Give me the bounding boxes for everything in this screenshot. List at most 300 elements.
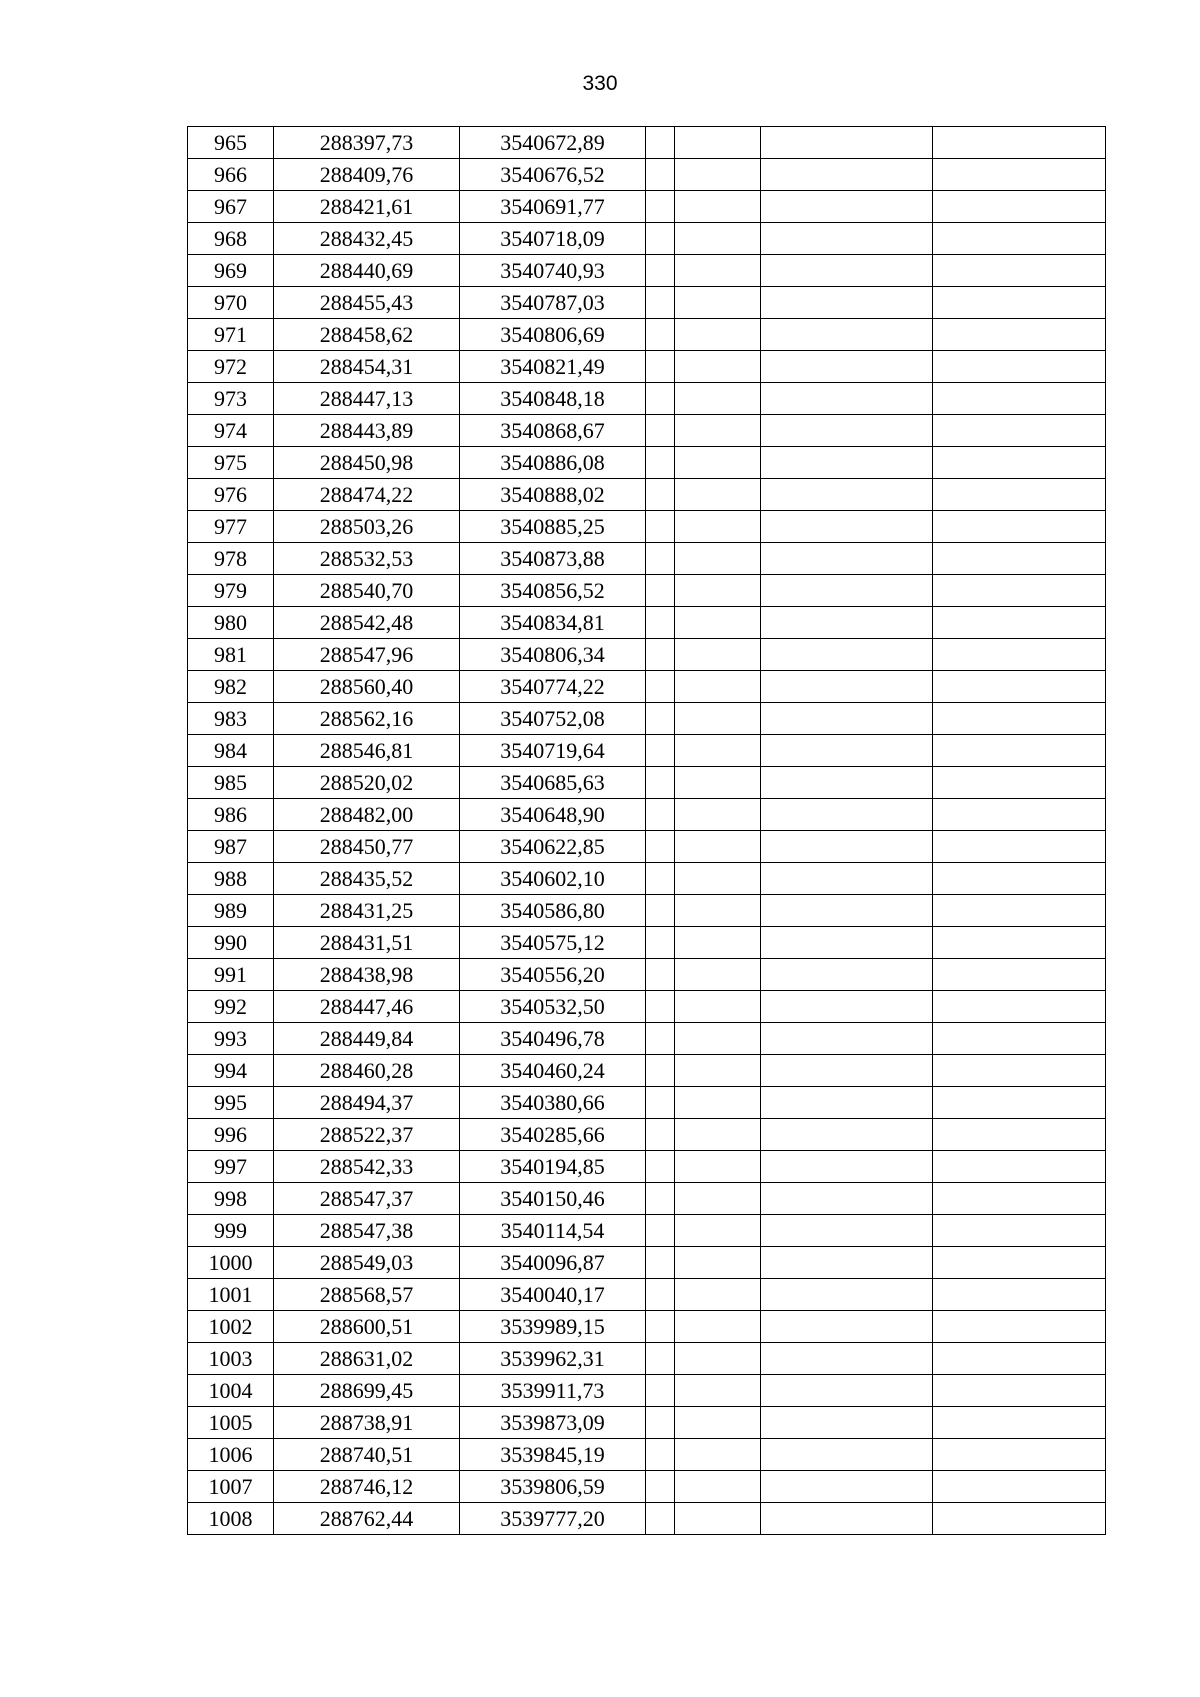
x-coordinate-cell: 288454,31 xyxy=(274,351,460,383)
y-coordinate-cell: 3539806,59 xyxy=(460,1471,646,1503)
point-number-cell: 979 xyxy=(188,575,274,607)
empty-cell xyxy=(646,927,675,959)
empty-cell xyxy=(761,319,933,351)
point-number-cell: 969 xyxy=(188,255,274,287)
empty-cell xyxy=(933,511,1106,543)
empty-cell xyxy=(933,1311,1106,1343)
empty-cell xyxy=(675,1119,761,1151)
point-number-cell: 992 xyxy=(188,991,274,1023)
table-row xyxy=(188,223,1106,255)
y-coordinate-cell: 3540556,20 xyxy=(460,959,646,991)
x-coordinate-cell: 288547,37 xyxy=(274,1183,460,1215)
empty-cell xyxy=(646,447,675,479)
point-number-cell: 967 xyxy=(188,191,274,223)
table-row xyxy=(188,1215,1106,1247)
empty-cell xyxy=(646,1055,675,1087)
table-row xyxy=(188,1151,1106,1183)
y-coordinate-cell: 3540856,52 xyxy=(460,575,646,607)
y-coordinate-cell: 3540150,46 xyxy=(460,1183,646,1215)
empty-cell xyxy=(933,639,1106,671)
y-coordinate-cell: 3539777,20 xyxy=(460,1503,646,1535)
empty-cell xyxy=(646,1087,675,1119)
table-row xyxy=(188,191,1106,223)
empty-cell xyxy=(675,351,761,383)
x-coordinate-cell: 288438,98 xyxy=(274,959,460,991)
empty-cell xyxy=(646,383,675,415)
empty-cell xyxy=(675,479,761,511)
x-coordinate-cell: 288474,22 xyxy=(274,479,460,511)
y-coordinate-cell: 3540691,77 xyxy=(460,191,646,223)
x-coordinate-cell: 288562,16 xyxy=(274,703,460,735)
empty-cell xyxy=(933,1183,1106,1215)
empty-cell xyxy=(933,607,1106,639)
point-number-cell: 994 xyxy=(188,1055,274,1087)
x-coordinate-cell: 288458,62 xyxy=(274,319,460,351)
table-row xyxy=(188,991,1106,1023)
table-row xyxy=(188,639,1106,671)
empty-cell xyxy=(933,991,1106,1023)
empty-cell xyxy=(675,639,761,671)
empty-cell xyxy=(761,1183,933,1215)
empty-cell xyxy=(933,895,1106,927)
empty-cell xyxy=(646,1247,675,1279)
empty-cell xyxy=(933,1471,1106,1503)
table-row xyxy=(188,1343,1106,1375)
y-coordinate-cell: 3540787,03 xyxy=(460,287,646,319)
x-coordinate-cell: 288542,33 xyxy=(274,1151,460,1183)
y-coordinate-cell: 3539873,09 xyxy=(460,1407,646,1439)
empty-cell xyxy=(646,287,675,319)
x-coordinate-cell: 288447,13 xyxy=(274,383,460,415)
table-row xyxy=(188,1311,1106,1343)
empty-cell xyxy=(675,895,761,927)
point-number-cell: 989 xyxy=(188,895,274,927)
empty-cell xyxy=(646,1407,675,1439)
x-coordinate-cell: 288762,44 xyxy=(274,1503,460,1535)
empty-cell xyxy=(675,159,761,191)
empty-cell xyxy=(646,831,675,863)
empty-cell xyxy=(761,639,933,671)
y-coordinate-cell: 3540602,10 xyxy=(460,863,646,895)
point-number-cell: 998 xyxy=(188,1183,274,1215)
empty-cell xyxy=(675,255,761,287)
empty-cell xyxy=(646,1311,675,1343)
empty-cell xyxy=(675,1407,761,1439)
empty-cell xyxy=(933,1215,1106,1247)
empty-cell xyxy=(761,607,933,639)
empty-cell xyxy=(761,671,933,703)
empty-cell xyxy=(675,703,761,735)
x-coordinate-cell: 288447,46 xyxy=(274,991,460,1023)
table-row xyxy=(188,447,1106,479)
empty-cell xyxy=(646,255,675,287)
x-coordinate-cell: 288421,61 xyxy=(274,191,460,223)
y-coordinate-cell: 3540806,69 xyxy=(460,319,646,351)
empty-cell xyxy=(761,575,933,607)
empty-cell xyxy=(675,1471,761,1503)
empty-cell xyxy=(646,1439,675,1471)
empty-cell xyxy=(933,1151,1106,1183)
empty-cell xyxy=(933,191,1106,223)
empty-cell xyxy=(933,575,1106,607)
point-number-cell: 971 xyxy=(188,319,274,351)
empty-cell xyxy=(761,927,933,959)
x-coordinate-cell: 288522,37 xyxy=(274,1119,460,1151)
point-number-cell: 984 xyxy=(188,735,274,767)
point-number-cell: 981 xyxy=(188,639,274,671)
x-coordinate-cell: 288600,51 xyxy=(274,1311,460,1343)
empty-cell xyxy=(761,1151,933,1183)
x-coordinate-cell: 288443,89 xyxy=(274,415,460,447)
empty-cell xyxy=(761,383,933,415)
empty-cell xyxy=(761,351,933,383)
empty-cell xyxy=(646,1023,675,1055)
table-row xyxy=(188,1087,1106,1119)
y-coordinate-cell: 3540718,09 xyxy=(460,223,646,255)
y-coordinate-cell: 3539962,31 xyxy=(460,1343,646,1375)
table-row xyxy=(188,1439,1106,1471)
empty-cell xyxy=(933,127,1106,159)
point-number-cell: 993 xyxy=(188,1023,274,1055)
empty-cell xyxy=(933,543,1106,575)
empty-cell xyxy=(646,991,675,1023)
empty-cell xyxy=(675,511,761,543)
empty-cell xyxy=(646,1375,675,1407)
x-coordinate-cell: 288435,52 xyxy=(274,863,460,895)
empty-cell xyxy=(675,1247,761,1279)
point-number-cell: 988 xyxy=(188,863,274,895)
empty-cell xyxy=(675,863,761,895)
x-coordinate-cell: 288547,96 xyxy=(274,639,460,671)
empty-cell xyxy=(675,831,761,863)
x-coordinate-cell: 288503,26 xyxy=(274,511,460,543)
y-coordinate-cell: 3540806,34 xyxy=(460,639,646,671)
empty-cell xyxy=(761,415,933,447)
table-row xyxy=(188,351,1106,383)
point-number-cell: 997 xyxy=(188,1151,274,1183)
x-coordinate-cell: 288449,84 xyxy=(274,1023,460,1055)
coordinates-table xyxy=(187,126,1106,1535)
y-coordinate-cell: 3540096,87 xyxy=(460,1247,646,1279)
y-coordinate-cell: 3540868,67 xyxy=(460,415,646,447)
empty-cell xyxy=(675,191,761,223)
point-number-cell: 972 xyxy=(188,351,274,383)
table-row xyxy=(188,127,1106,159)
x-coordinate-cell: 288397,73 xyxy=(274,127,460,159)
point-number-cell: 970 xyxy=(188,287,274,319)
table-row xyxy=(188,1375,1106,1407)
empty-cell xyxy=(646,639,675,671)
empty-cell xyxy=(675,287,761,319)
point-number-cell: 987 xyxy=(188,831,274,863)
empty-cell xyxy=(933,223,1106,255)
empty-cell xyxy=(761,1215,933,1247)
empty-cell xyxy=(646,575,675,607)
y-coordinate-cell: 3540740,93 xyxy=(460,255,646,287)
table-row xyxy=(188,1407,1106,1439)
table-row xyxy=(188,863,1106,895)
empty-cell xyxy=(933,383,1106,415)
x-coordinate-cell: 288547,38 xyxy=(274,1215,460,1247)
table-row xyxy=(188,671,1106,703)
empty-cell xyxy=(761,1471,933,1503)
point-number-cell: 982 xyxy=(188,671,274,703)
empty-cell xyxy=(675,991,761,1023)
x-coordinate-cell: 288482,00 xyxy=(274,799,460,831)
empty-cell xyxy=(761,831,933,863)
x-coordinate-cell: 288546,81 xyxy=(274,735,460,767)
empty-cell xyxy=(675,415,761,447)
point-number-cell: 977 xyxy=(188,511,274,543)
empty-cell xyxy=(933,1023,1106,1055)
empty-cell xyxy=(933,1343,1106,1375)
empty-cell xyxy=(675,1055,761,1087)
point-number-cell: 1008 xyxy=(188,1503,274,1535)
empty-cell xyxy=(646,607,675,639)
x-coordinate-cell: 288631,02 xyxy=(274,1343,460,1375)
empty-cell xyxy=(646,1183,675,1215)
empty-cell xyxy=(933,959,1106,991)
empty-cell xyxy=(933,447,1106,479)
empty-cell xyxy=(675,319,761,351)
empty-cell xyxy=(646,479,675,511)
empty-cell xyxy=(675,735,761,767)
point-number-cell: 995 xyxy=(188,1087,274,1119)
empty-cell xyxy=(761,1247,933,1279)
point-number-cell: 965 xyxy=(188,127,274,159)
empty-cell xyxy=(646,1503,675,1535)
point-number-cell: 1000 xyxy=(188,1247,274,1279)
point-number-cell: 968 xyxy=(188,223,274,255)
y-coordinate-cell: 3539989,15 xyxy=(460,1311,646,1343)
y-coordinate-cell: 3540885,25 xyxy=(460,511,646,543)
y-coordinate-cell: 3540622,85 xyxy=(460,831,646,863)
empty-cell xyxy=(675,927,761,959)
empty-cell xyxy=(646,703,675,735)
table-row xyxy=(188,607,1106,639)
point-number-cell: 1002 xyxy=(188,1311,274,1343)
table-row xyxy=(188,959,1106,991)
empty-cell xyxy=(675,575,761,607)
table-row xyxy=(188,831,1106,863)
table-row xyxy=(188,735,1106,767)
empty-cell xyxy=(761,479,933,511)
empty-cell xyxy=(761,735,933,767)
empty-cell xyxy=(675,799,761,831)
empty-cell xyxy=(761,447,933,479)
x-coordinate-cell: 288450,98 xyxy=(274,447,460,479)
x-coordinate-cell: 288549,03 xyxy=(274,1247,460,1279)
y-coordinate-cell: 3540532,50 xyxy=(460,991,646,1023)
empty-cell xyxy=(933,351,1106,383)
table-row xyxy=(188,767,1106,799)
y-coordinate-cell: 3540676,52 xyxy=(460,159,646,191)
x-coordinate-cell: 288450,77 xyxy=(274,831,460,863)
empty-cell xyxy=(933,319,1106,351)
y-coordinate-cell: 3540575,12 xyxy=(460,927,646,959)
x-coordinate-cell: 288699,45 xyxy=(274,1375,460,1407)
empty-cell xyxy=(761,1119,933,1151)
table-row xyxy=(188,479,1106,511)
point-number-cell: 986 xyxy=(188,799,274,831)
empty-cell xyxy=(646,671,675,703)
empty-cell xyxy=(933,1375,1106,1407)
x-coordinate-cell: 288460,28 xyxy=(274,1055,460,1087)
empty-cell xyxy=(761,511,933,543)
empty-cell xyxy=(646,735,675,767)
empty-cell xyxy=(646,351,675,383)
empty-cell xyxy=(675,1503,761,1535)
empty-cell xyxy=(646,895,675,927)
empty-cell xyxy=(675,1375,761,1407)
empty-cell xyxy=(646,159,675,191)
empty-cell xyxy=(933,767,1106,799)
empty-cell xyxy=(933,1279,1106,1311)
y-coordinate-cell: 3540719,64 xyxy=(460,735,646,767)
empty-cell xyxy=(761,895,933,927)
table-row xyxy=(188,1471,1106,1503)
table-row xyxy=(188,575,1106,607)
empty-cell xyxy=(675,1087,761,1119)
empty-cell xyxy=(646,127,675,159)
empty-cell xyxy=(675,127,761,159)
empty-cell xyxy=(761,991,933,1023)
point-number-cell: 973 xyxy=(188,383,274,415)
table-row xyxy=(188,1503,1106,1535)
y-coordinate-cell: 3540752,08 xyxy=(460,703,646,735)
empty-cell xyxy=(933,1087,1106,1119)
table-row xyxy=(188,1247,1106,1279)
y-coordinate-cell: 3539845,19 xyxy=(460,1439,646,1471)
table-row xyxy=(188,383,1106,415)
y-coordinate-cell: 3540848,18 xyxy=(460,383,646,415)
x-coordinate-cell: 288431,25 xyxy=(274,895,460,927)
empty-cell xyxy=(933,735,1106,767)
empty-cell xyxy=(761,543,933,575)
empty-cell xyxy=(675,543,761,575)
table-row xyxy=(188,255,1106,287)
x-coordinate-cell: 288431,51 xyxy=(274,927,460,959)
empty-cell xyxy=(761,767,933,799)
empty-cell xyxy=(646,1471,675,1503)
coordinates-table-body xyxy=(188,127,1106,1535)
y-coordinate-cell: 3540886,08 xyxy=(460,447,646,479)
point-number-cell: 1006 xyxy=(188,1439,274,1471)
y-coordinate-cell: 3540040,17 xyxy=(460,1279,646,1311)
y-coordinate-cell: 3539911,73 xyxy=(460,1375,646,1407)
x-coordinate-cell: 288532,53 xyxy=(274,543,460,575)
empty-cell xyxy=(933,671,1106,703)
point-number-cell: 1007 xyxy=(188,1471,274,1503)
empty-cell xyxy=(761,127,933,159)
empty-cell xyxy=(675,1215,761,1247)
y-coordinate-cell: 3540194,85 xyxy=(460,1151,646,1183)
x-coordinate-cell: 288568,57 xyxy=(274,1279,460,1311)
y-coordinate-cell: 3540285,66 xyxy=(460,1119,646,1151)
empty-cell xyxy=(761,703,933,735)
empty-cell xyxy=(761,959,933,991)
empty-cell xyxy=(646,319,675,351)
point-number-cell: 1001 xyxy=(188,1279,274,1311)
empty-cell xyxy=(646,863,675,895)
x-coordinate-cell: 288740,51 xyxy=(274,1439,460,1471)
point-number-cell: 976 xyxy=(188,479,274,511)
empty-cell xyxy=(761,287,933,319)
y-coordinate-cell: 3540873,88 xyxy=(460,543,646,575)
empty-cell xyxy=(646,767,675,799)
table-row xyxy=(188,927,1106,959)
empty-cell xyxy=(933,255,1106,287)
empty-cell xyxy=(761,1375,933,1407)
empty-cell xyxy=(933,927,1106,959)
empty-cell xyxy=(933,479,1106,511)
table-row xyxy=(188,1055,1106,1087)
empty-cell xyxy=(675,767,761,799)
table-row xyxy=(188,799,1106,831)
empty-cell xyxy=(646,1215,675,1247)
empty-cell xyxy=(761,1279,933,1311)
empty-cell xyxy=(761,1023,933,1055)
point-number-cell: 990 xyxy=(188,927,274,959)
empty-cell xyxy=(646,1343,675,1375)
empty-cell xyxy=(675,1151,761,1183)
empty-cell xyxy=(761,223,933,255)
table-row xyxy=(188,703,1106,735)
y-coordinate-cell: 3540460,24 xyxy=(460,1055,646,1087)
y-coordinate-cell: 3540586,80 xyxy=(460,895,646,927)
empty-cell xyxy=(761,159,933,191)
point-number-cell: 975 xyxy=(188,447,274,479)
empty-cell xyxy=(761,799,933,831)
page-number: 330 xyxy=(582,72,618,95)
y-coordinate-cell: 3540888,02 xyxy=(460,479,646,511)
empty-cell xyxy=(675,959,761,991)
point-number-cell: 966 xyxy=(188,159,274,191)
table-row xyxy=(188,1183,1106,1215)
empty-cell xyxy=(675,1023,761,1055)
y-coordinate-cell: 3540821,49 xyxy=(460,351,646,383)
empty-cell xyxy=(761,1439,933,1471)
point-number-cell: 991 xyxy=(188,959,274,991)
point-number-cell: 1005 xyxy=(188,1407,274,1439)
empty-cell xyxy=(675,671,761,703)
table-row xyxy=(188,1119,1106,1151)
empty-cell xyxy=(646,415,675,447)
table-row xyxy=(188,415,1106,447)
empty-cell xyxy=(933,703,1106,735)
empty-cell xyxy=(646,959,675,991)
x-coordinate-cell: 288738,91 xyxy=(274,1407,460,1439)
empty-cell xyxy=(933,1503,1106,1535)
point-number-cell: 1004 xyxy=(188,1375,274,1407)
y-coordinate-cell: 3540114,54 xyxy=(460,1215,646,1247)
y-coordinate-cell: 3540496,78 xyxy=(460,1023,646,1055)
empty-cell xyxy=(761,1055,933,1087)
table-row xyxy=(188,287,1106,319)
empty-cell xyxy=(933,287,1106,319)
empty-cell xyxy=(675,607,761,639)
empty-cell xyxy=(933,1119,1106,1151)
point-number-cell: 999 xyxy=(188,1215,274,1247)
x-coordinate-cell: 288520,02 xyxy=(274,767,460,799)
empty-cell xyxy=(933,1247,1106,1279)
empty-cell xyxy=(675,1439,761,1471)
empty-cell xyxy=(646,191,675,223)
x-coordinate-cell: 288540,70 xyxy=(274,575,460,607)
empty-cell xyxy=(646,1279,675,1311)
empty-cell xyxy=(761,1343,933,1375)
empty-cell xyxy=(675,223,761,255)
